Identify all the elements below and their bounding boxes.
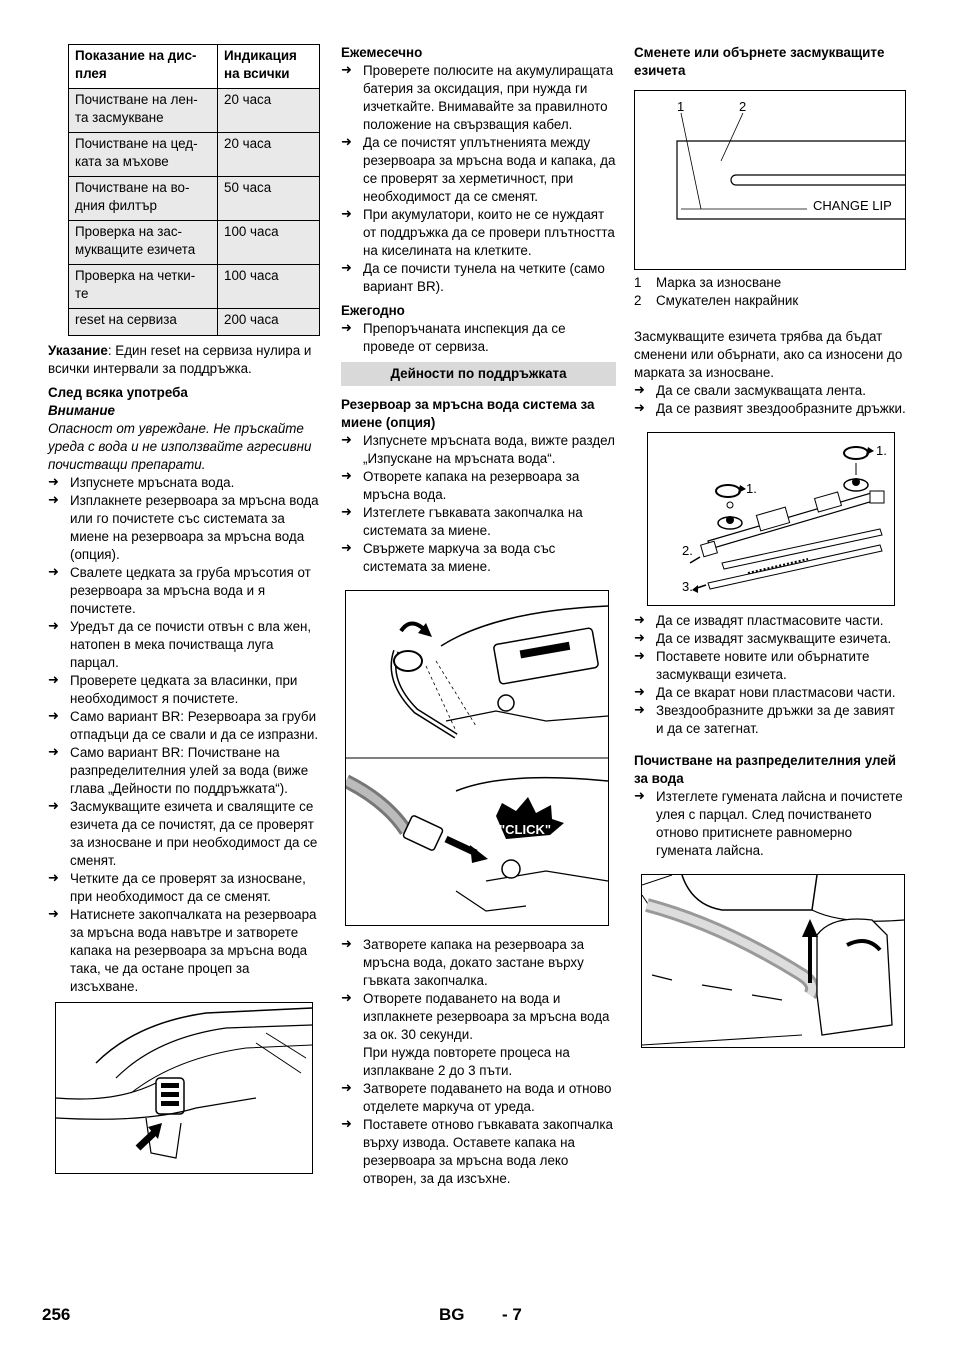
figure-label-1: 1	[677, 99, 685, 114]
list-item: ➜ Да се развият звездообразните дръжки.	[634, 400, 906, 418]
click-label: "CLICK"	[499, 822, 552, 837]
table-cell: Проверка на четки- те	[69, 265, 218, 309]
figure-label-2: 2	[739, 99, 747, 114]
table-cell: 100 часа	[218, 265, 320, 309]
list-item: ➜ При акумулатори, които не се нуждаят от поддръжка да се провери плътността на киселината на клетките.	[341, 206, 616, 260]
table-cell: Почистване на лен- та засмукване	[69, 89, 218, 133]
list-item: ➜ Само вариант BR: Почистване на разпределителния улей за вода (виже глава „Дейности по поддръжката“).	[48, 744, 320, 798]
page-number: 256	[42, 1305, 71, 1324]
table-cell: 20 часа	[218, 133, 320, 177]
table-row	[69, 133, 320, 177]
list-item: ➜ Натиснете закопчалката на резервоара за мръсна вода навътре и затворете капака на резервоара за мръсна вода така, че да остане процеп за изсъхване.	[48, 906, 320, 996]
wear-mark-illustration	[634, 90, 906, 270]
assembly-label: 2.	[682, 543, 693, 558]
table-cell: 200 часа	[218, 309, 320, 336]
list-item: ➜ Изпуснете мръсната вода.	[48, 474, 320, 492]
yearly-heading: Ежегодно	[341, 303, 405, 318]
list-item: ➜ Засмукващите езичета и свалящите се езичета да се почистят, да се проверят за износване и при необходимост да се сменят.	[48, 798, 320, 870]
lip-steps-b	[634, 612, 906, 738]
table-row	[69, 89, 320, 133]
maintenance-interval-table	[68, 44, 320, 336]
list-item: ➜ Да се извадят пластмасовите части.	[634, 612, 906, 630]
legend-item	[634, 292, 906, 310]
section-title-bar: Дейности по поддръжката	[341, 362, 616, 386]
list-item: ➜ Звездообразните дръжки за де завият и да се затегнат.	[634, 702, 906, 738]
list-item: ➜ Свържете маркуча за вода със системата за миене.	[341, 540, 616, 576]
tank-heading: Резервоар за мръсна вода система за миене (опция)	[341, 397, 595, 430]
list-item: ➜ Уредът да се почисти отвън с вла жен, натопен в мека почистваща луга парцал.	[48, 618, 320, 672]
list-item: ➜ Отворете капака на резервоара за мръсна вода.	[341, 468, 616, 504]
final-steps	[341, 1080, 616, 1188]
legend-number: 1	[634, 275, 642, 290]
table-header: Индикация на всички	[218, 45, 320, 89]
list-item: ➜ Да се свали засмукващата лента.	[634, 382, 906, 400]
table-header: Показание на дис- плея	[69, 45, 218, 89]
lip-heading: Сменете или обърнете засмукващите езичета	[634, 45, 885, 78]
legend-number: 2	[634, 293, 642, 308]
column-3	[634, 44, 906, 1048]
table-cell: 20 часа	[218, 89, 320, 133]
list-item: ➜ Само вариант BR: Резервоара за груби отпадъци да се свали и да се изпразни.	[48, 708, 320, 744]
channel-heading: Почистване на разпределителния улей за вода	[634, 753, 896, 786]
monthly-heading: Ежемесечно	[341, 45, 423, 60]
list-item: ➜ Проверете полюсите на акумулиращата батерия за оксидация, при нужда ги изчеткайте. Внимавайте за правилното положение на свързващия кабел.	[341, 62, 616, 134]
attention-label: Внимание	[48, 402, 116, 418]
after-connection-steps	[341, 936, 616, 1044]
list-item: ➜ Да се почисти тунела на четките (само вариант BR).	[341, 260, 616, 296]
table-row	[69, 265, 320, 309]
list-item: ➜ Препоръчаната инспекция да се проведе от сервиза.	[341, 320, 616, 356]
list-item: ➜ Да се почистят уплътненията между резервоара за мръсна вода и капака, да се проверят за херметичност, при необходимост да се сменят.	[341, 134, 616, 206]
squeegee-assembly-illustration	[647, 432, 895, 606]
list-item: ➜ Изплакнете резервоара за мръсна вода или го почистете със системата за миене на резервоара за мръсна вода (опция).	[48, 492, 320, 564]
lid-latch-drawing	[56, 1003, 312, 1173]
list-item: ➜ Изпуснете мръсната вода, вижте раздел „Изпускане на мръсната вода“.	[341, 432, 616, 468]
channel-steps	[634, 788, 906, 860]
table-cell: reset на сервиза	[69, 309, 218, 336]
list-item: ➜ Изтеглете гумената лайсна и почистете улея с парцал. След почистването отново притиснете равномерно гумената лайсна.	[634, 788, 906, 860]
list-item: ➜ Да се вкарат нови пластмасови части.	[634, 684, 906, 702]
list-item: ➜ Изтеглете гъвкавата закопчалка на системата за миене.	[341, 504, 616, 540]
legend-text: Смукателен накрайник	[656, 293, 799, 308]
note-paragraph	[48, 342, 320, 378]
lip-text: Засмукващите езичета трябва да бъдат сменени или обърнати, ако са износени до марката за износване.	[634, 329, 903, 380]
table-cell: Почистване на цед- ката за мъхове	[69, 133, 218, 177]
table-cell: Проверка на зас- мукващите езичета	[69, 221, 218, 265]
list-item: ➜ Отворете подаването на вода и изплакнете резервоара за мръсна вода за ок. 30 секунди.	[341, 990, 616, 1044]
yearly-steps	[341, 320, 616, 356]
table-header-row	[69, 45, 320, 89]
repeat-note: При нужда повторете процеса на изплакване 2 до 3 пъти.	[363, 1045, 570, 1078]
list-item: ➜ Поставете отново гъвкавата закопчалка върху извода. Оставете капака на резервоара за мръсна вода леко отворен, за да изсъхне.	[341, 1116, 616, 1188]
attention-text: Опасност от увреждане. Не пръскайте уреда с вода и не използвайте агресивни почистващи препарати.	[48, 420, 312, 472]
list-item: ➜ Четките да се проверят за износване, при необходимост да се сменят.	[48, 870, 320, 906]
list-item: ➜ Поставете новите или обърнатите засмукващи езичета.	[634, 648, 906, 684]
assembly-label: 3.	[682, 579, 693, 594]
after-use-heading: След всяка употреба	[48, 384, 188, 400]
list-item: ➜ Затворете подаването на вода и отново отделете маркуча от уреда.	[341, 1080, 616, 1116]
table-row	[69, 177, 320, 221]
column-2	[341, 44, 616, 1188]
list-item: ➜ Затворете капака на резервоара за мръсна вода, докато застане върху гъвката закопчалка.	[341, 936, 616, 990]
tank-steps	[341, 432, 616, 576]
legend-item	[634, 274, 906, 292]
note-label: Указание	[48, 342, 108, 358]
table-cell: 100 часа	[218, 221, 320, 265]
table-cell: 50 часа	[218, 177, 320, 221]
water-channel-illustration	[641, 874, 905, 1048]
table-row	[69, 309, 320, 336]
sub-page-number: - 7	[502, 1305, 522, 1324]
table-cell: Почистване на во- дния филтър	[69, 177, 218, 221]
lip-steps-a	[634, 382, 906, 418]
table-row	[69, 221, 320, 265]
language-code: BG	[439, 1305, 465, 1324]
list-item: ➜ Да се извадят засмукващите езичета.	[634, 630, 906, 648]
change-lip-label: CHANGE LIP	[813, 198, 892, 213]
list-item: ➜ Свалете цедката за груба мръсотия от резервоара за мръсна вода и я почистете.	[48, 564, 320, 618]
column-1	[48, 44, 320, 1174]
assembly-label: 1.	[876, 443, 887, 458]
water-channel-drawing	[642, 875, 904, 1047]
assembly-label: 1.	[746, 481, 757, 496]
note-text: : Един reset на сервиза нулира и всички интервали за поддръжка.	[48, 342, 312, 376]
squeegee-assembly-drawing	[648, 433, 894, 605]
legend-text: Марка за износване	[656, 275, 782, 290]
lid-latch-illustration	[55, 1002, 313, 1174]
after-use-steps	[48, 474, 320, 996]
monthly-steps	[341, 62, 616, 296]
hose-connection-illustration	[345, 590, 609, 926]
hose-connection-drawing	[346, 591, 608, 925]
list-item: ➜ Проверете цедката за власинки, при необходимост я почистете.	[48, 672, 320, 708]
wear-mark-drawing	[635, 91, 905, 269]
